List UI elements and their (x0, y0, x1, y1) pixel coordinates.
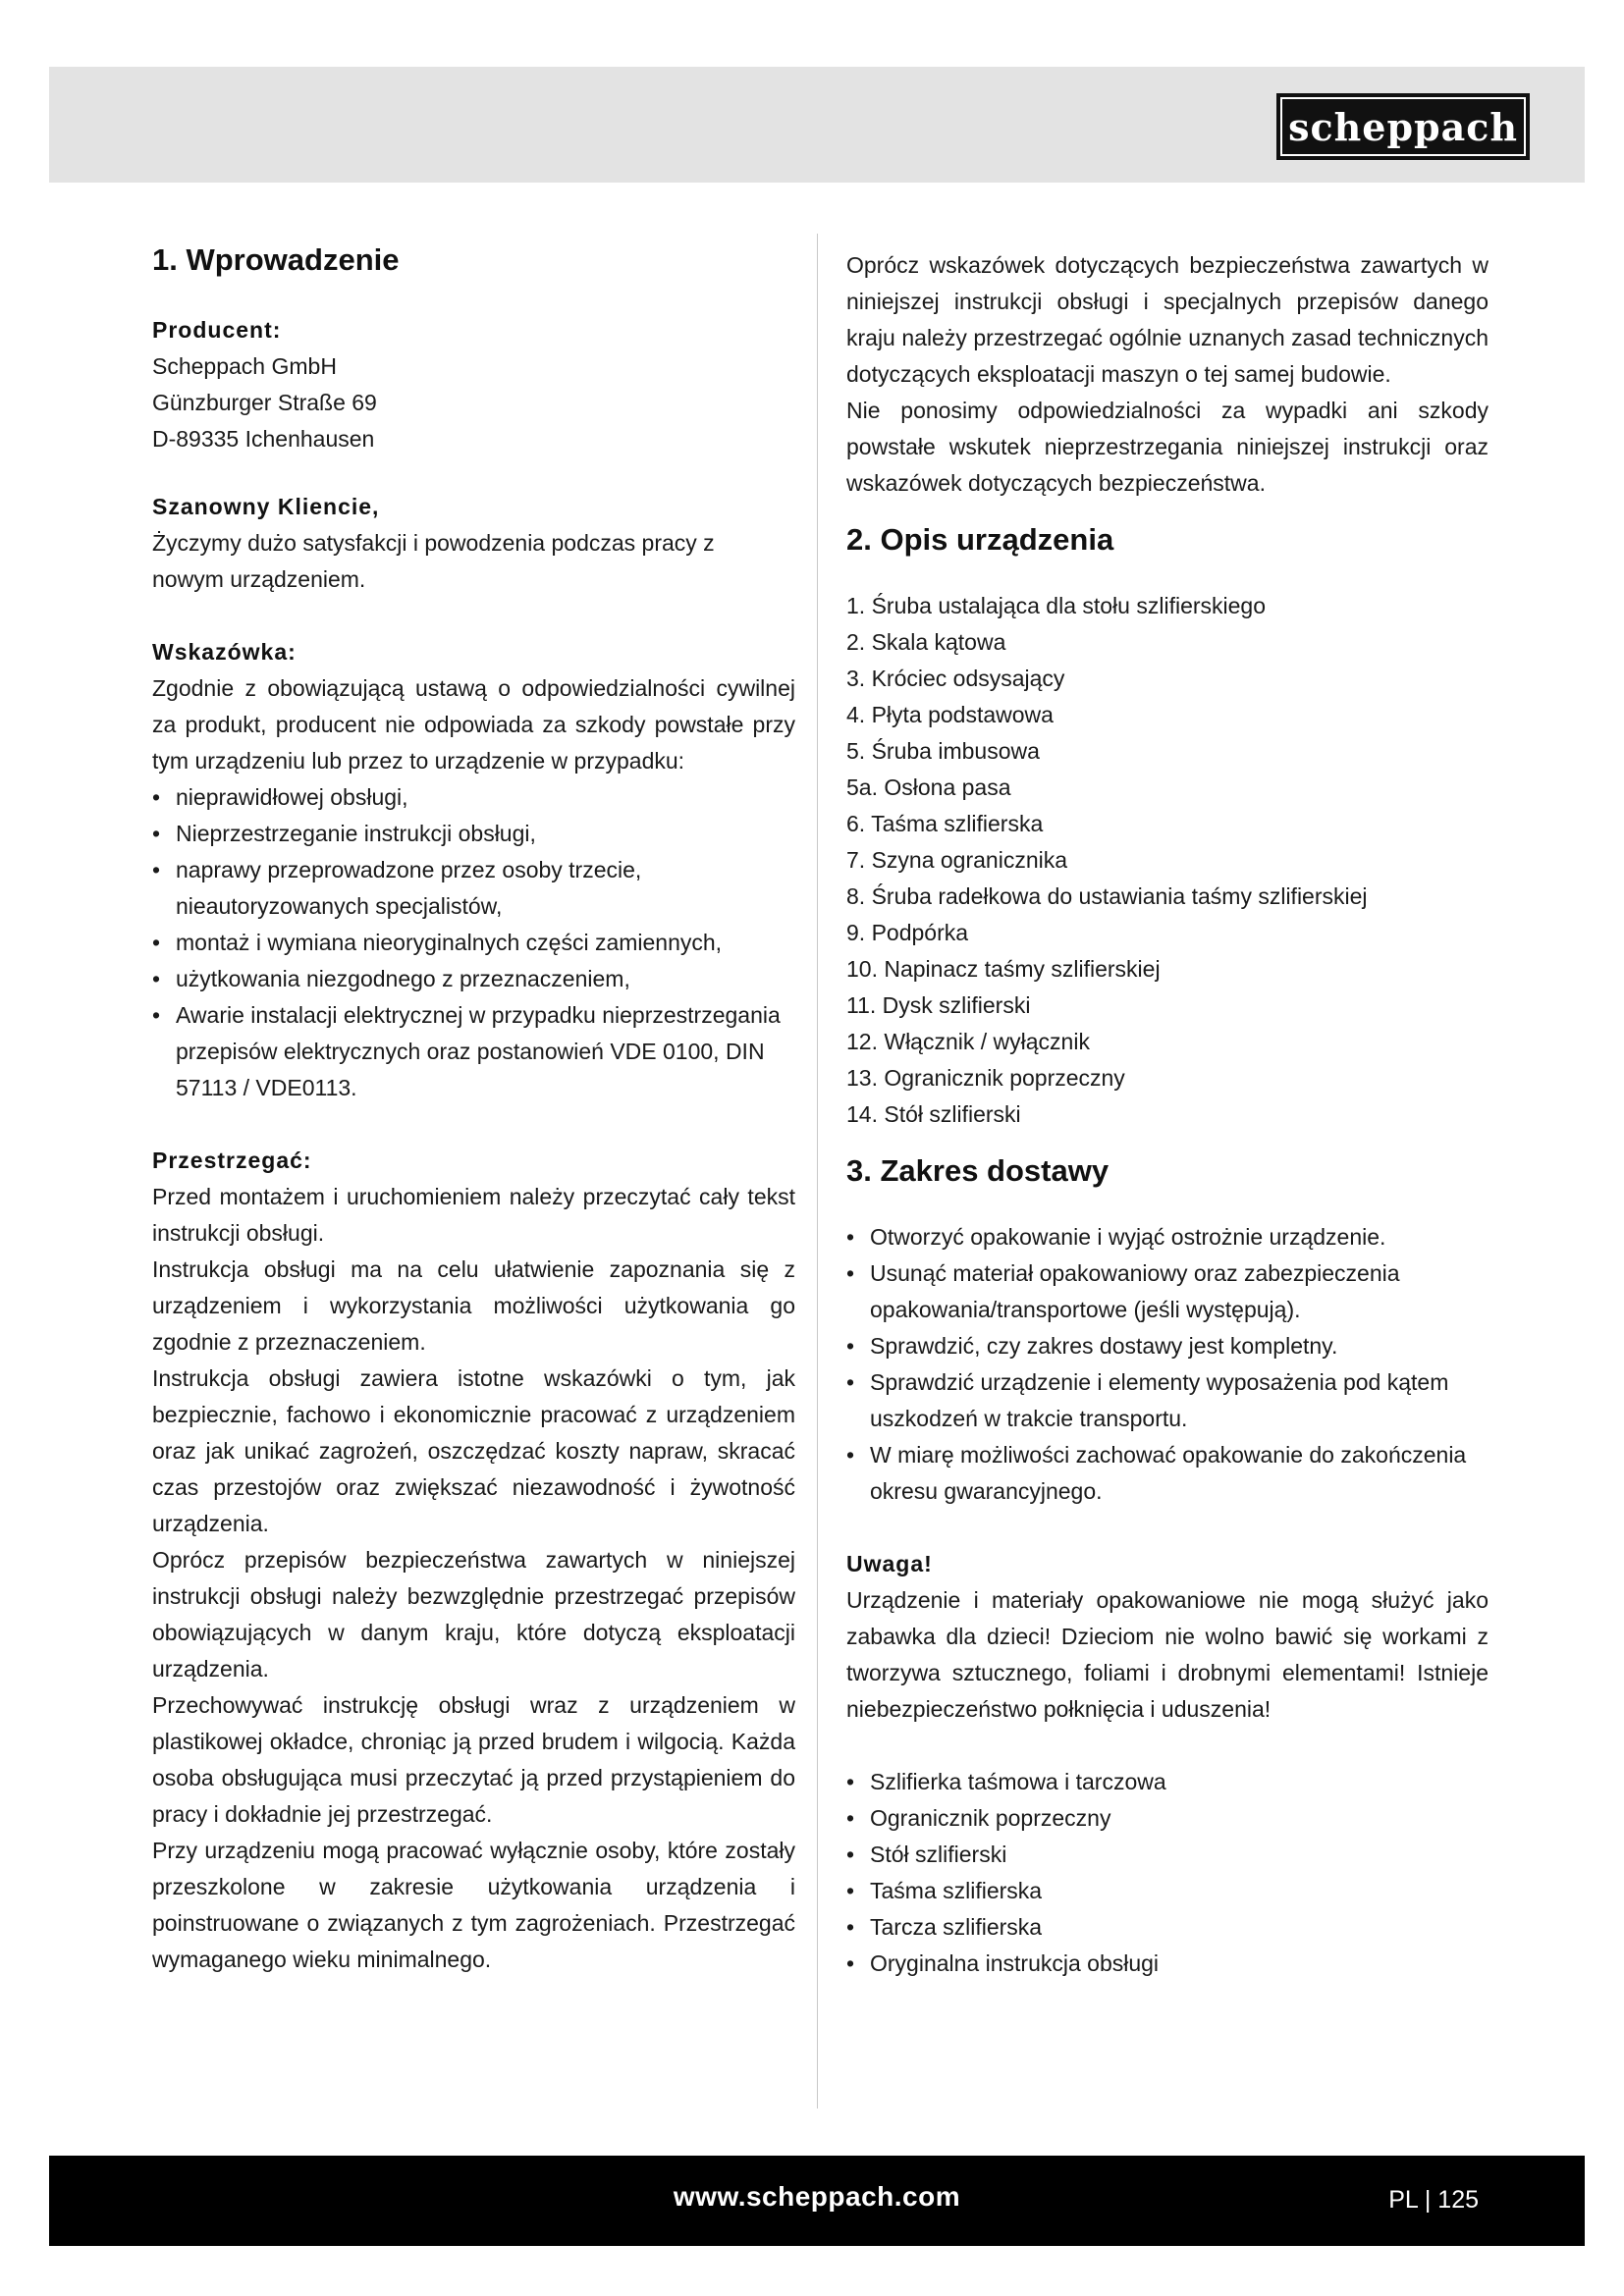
parts-list (846, 588, 1489, 1133)
hint-label: Wskazówka: (152, 639, 297, 665)
list-item: 2. Skala kątowa (846, 629, 1006, 655)
delivery-list (846, 1219, 1489, 1510)
column-divider (817, 234, 818, 2109)
list-item: • Tarcza szlifierska (846, 1914, 1043, 1940)
footer-url: www.scheppach.com (673, 2181, 961, 2212)
list-item: 4. Płyta podstawowa (846, 702, 1054, 727)
list-item: 13. Ogranicznik poprzeczny (846, 1065, 1125, 1091)
list-item: 5. Śruba imbusowa (846, 738, 1040, 764)
section-heading-introduction: 1. Wprowadzenie (152, 242, 400, 277)
list-item: 5a. Osłona pasa (846, 774, 1011, 800)
list-item: • Oryginalna instrukcja obsługi (846, 1950, 1160, 1976)
list-item: • montaż i wymiana nieoryginalnych części zamiennych, (152, 930, 723, 955)
greeting-text: Życzymy dużo satysfakcji i powodzenia podczas pracy z nowym urządzeniem. (152, 530, 715, 592)
observe-paragraph: Przy urządzeniu mogą pracować wyłącznie osoby, które zostały przeszkolone w zakresie użytkowania urządzenia i poinstruowane o związanych z tym zagrożeniach. Przestrzegać wymaganego wieku minimalnego. (152, 1838, 795, 1972)
list-item: 1. Śruba ustalająca dla stołu szlifierskiego (846, 593, 1267, 618)
list-item: • Awarie instalacji elektrycznej w przypadku nieprzestrzegania przepisów elektrycznych oraz postanowień VDE 0100, DIN 57113 / VDE0113. (152, 1002, 781, 1100)
observe-paragraph: Instrukcja obsługi zawiera istotne wskazówki o tym, jak bezpiecznie, fachowo i ekonomicznie pracować z urządzeniem oraz jak unikać zagrożeń, oszczędzać koszty napraw, skracać czas przestojów oraz zwiększać niezawodność i żywotność urządzenia. (152, 1365, 795, 1536)
producer-line: D-89335 Ichenhausen (152, 426, 375, 452)
list-item: • Stół szlifierski (846, 1842, 1007, 1867)
list-item: 7. Szyna ogranicznika (846, 847, 1068, 873)
hint-text: Zgodnie z obowiązującą ustawą o odpowiedzialności cywilnej za produkt, producent nie odpowiada za szkody powstałe przy tym urządzeniu lub przez to urządzenie w przypadku: (152, 675, 795, 774)
observe-label: Przestrzegać: (152, 1148, 312, 1173)
list-item: • Taśma szlifierska (846, 1878, 1043, 1903)
list-item: • Ogranicznik poprzeczny (846, 1805, 1111, 1831)
producer-line: Günzburger Straße 69 (152, 390, 377, 415)
contents-list (846, 1764, 1489, 1982)
list-item: • W miarę możliwości zachować opakowanie do zakończenia okresu gwarancyjnego. (846, 1442, 1467, 1504)
producer-label: Producent: (152, 317, 282, 343)
section-heading-description: 2. Opis urządzenia (846, 522, 1114, 557)
list-item: • Otworzyć opakowanie i wyjąć ostrożnie urządzenie. (846, 1224, 1386, 1250)
list-item: • Usunąć materiał opakowaniowy oraz zabezpieczenia opakowania/transportowe (jeśli występują). (846, 1260, 1400, 1322)
footer-band (49, 2156, 1585, 2246)
observe-paragraph: Instrukcja obsługi ma na celu ułatwienie zapoznania się z urządzeniem i wykorzystania możliwości użytkowania go zgodnie z przeznaczeniem. (152, 1256, 795, 1355)
list-item: • Sprawdzić urządzenie i elementy wyposażenia pod kątem uszkodzeń w trakcie transportu. (846, 1369, 1449, 1431)
brand-logo: scheppach (1276, 93, 1530, 160)
warning-text: Urządzenie i materiały opakowaniowe nie mogą służyć jako zabawka dla dzieci! Dzieciom nie wolno bawić się workami z tworzywa sztucznego, foliami i drobnymi elementami! Istnieje niebezpieczeństwo połknięcia i uduszenia! (846, 1587, 1489, 1722)
list-item: • użytkowania niezgodnego z przeznaczeniem, (152, 966, 630, 991)
right-column (846, 234, 1489, 1982)
list-item: 10. Napinacz taśmy szlifierskiej (846, 956, 1161, 982)
greeting-label: Szanowny Kliencie, (152, 494, 380, 519)
list-item: 6. Taśma szlifierska (846, 811, 1044, 836)
list-item: • naprawy przeprowadzone przez osoby trzecie, nieautoryzowanych specjalistów, (152, 857, 642, 919)
list-item: 12. Włącznik / wyłącznik (846, 1029, 1090, 1054)
list-item: • Szlifierka taśmowa i tarczowa (846, 1769, 1166, 1794)
producer-line: Scheppach GmbH (152, 353, 337, 379)
list-item: • Nieprzestrzeganie instrukcji obsługi, (152, 821, 536, 846)
intro-paragraph: Oprócz wskazówek dotyczących bezpieczeństwa zawartych w niniejszej instrukcji obsługi i specjalnych przepisów danego kraju należy przestrzegać ogólnie uznanych zasad technicznych dotyczących eksploatacji maszyn o tej samej budowie. (846, 252, 1489, 387)
hint-list (152, 779, 795, 1106)
list-item: 14. Stół szlifierski (846, 1101, 1021, 1127)
left-column (152, 234, 795, 1978)
observe-paragraph: Przechowywać instrukcję obsługi wraz z urządzeniem w plastikowej okładce, chroniąc ją przed brudem i wilgocią. Każda osoba obsługująca musi przeczytać ją przed przystąpieniem do pracy i dokładnie jej przestrzegać. (152, 1692, 795, 1827)
list-item: 8. Śruba radełkowa do ustawiania taśmy szlifierskiej (846, 883, 1368, 909)
intro-paragraph: Nie ponosimy odpowiedzialności za wypadki ani szkody powstałe wskutek nieprzestrzegania niniejszej instrukcji oraz wskazówek dotyczących bezpieczeństwa. (846, 398, 1489, 496)
list-item: 3. Króciec odsysający (846, 666, 1065, 691)
list-item: 11. Dysk szlifierski (846, 992, 1031, 1018)
page-number: PL | 125 (1388, 2186, 1479, 2214)
list-item: • Sprawdzić, czy zakres dostawy jest kompletny. (846, 1333, 1338, 1359)
warning-label: Uwaga! (846, 1551, 933, 1576)
list-item: • nieprawidłowej obsługi, (152, 784, 408, 810)
list-item: 9. Podpórka (846, 920, 969, 945)
observe-paragraph: Przed montażem i uruchomieniem należy przeczytać cały tekst instrukcji obsługi. (152, 1184, 795, 1246)
observe-paragraph: Oprócz przepisów bezpieczeństwa zawartych w niniejszej instrukcji obsługi należy bezwzględnie przestrzegać przepisów obowiązujących w danym kraju, które dotyczą eksploatacji urządzenia. (152, 1547, 795, 1682)
section-heading-delivery: 3. Zakres dostawy (846, 1153, 1110, 1188)
header-band (49, 67, 1585, 183)
